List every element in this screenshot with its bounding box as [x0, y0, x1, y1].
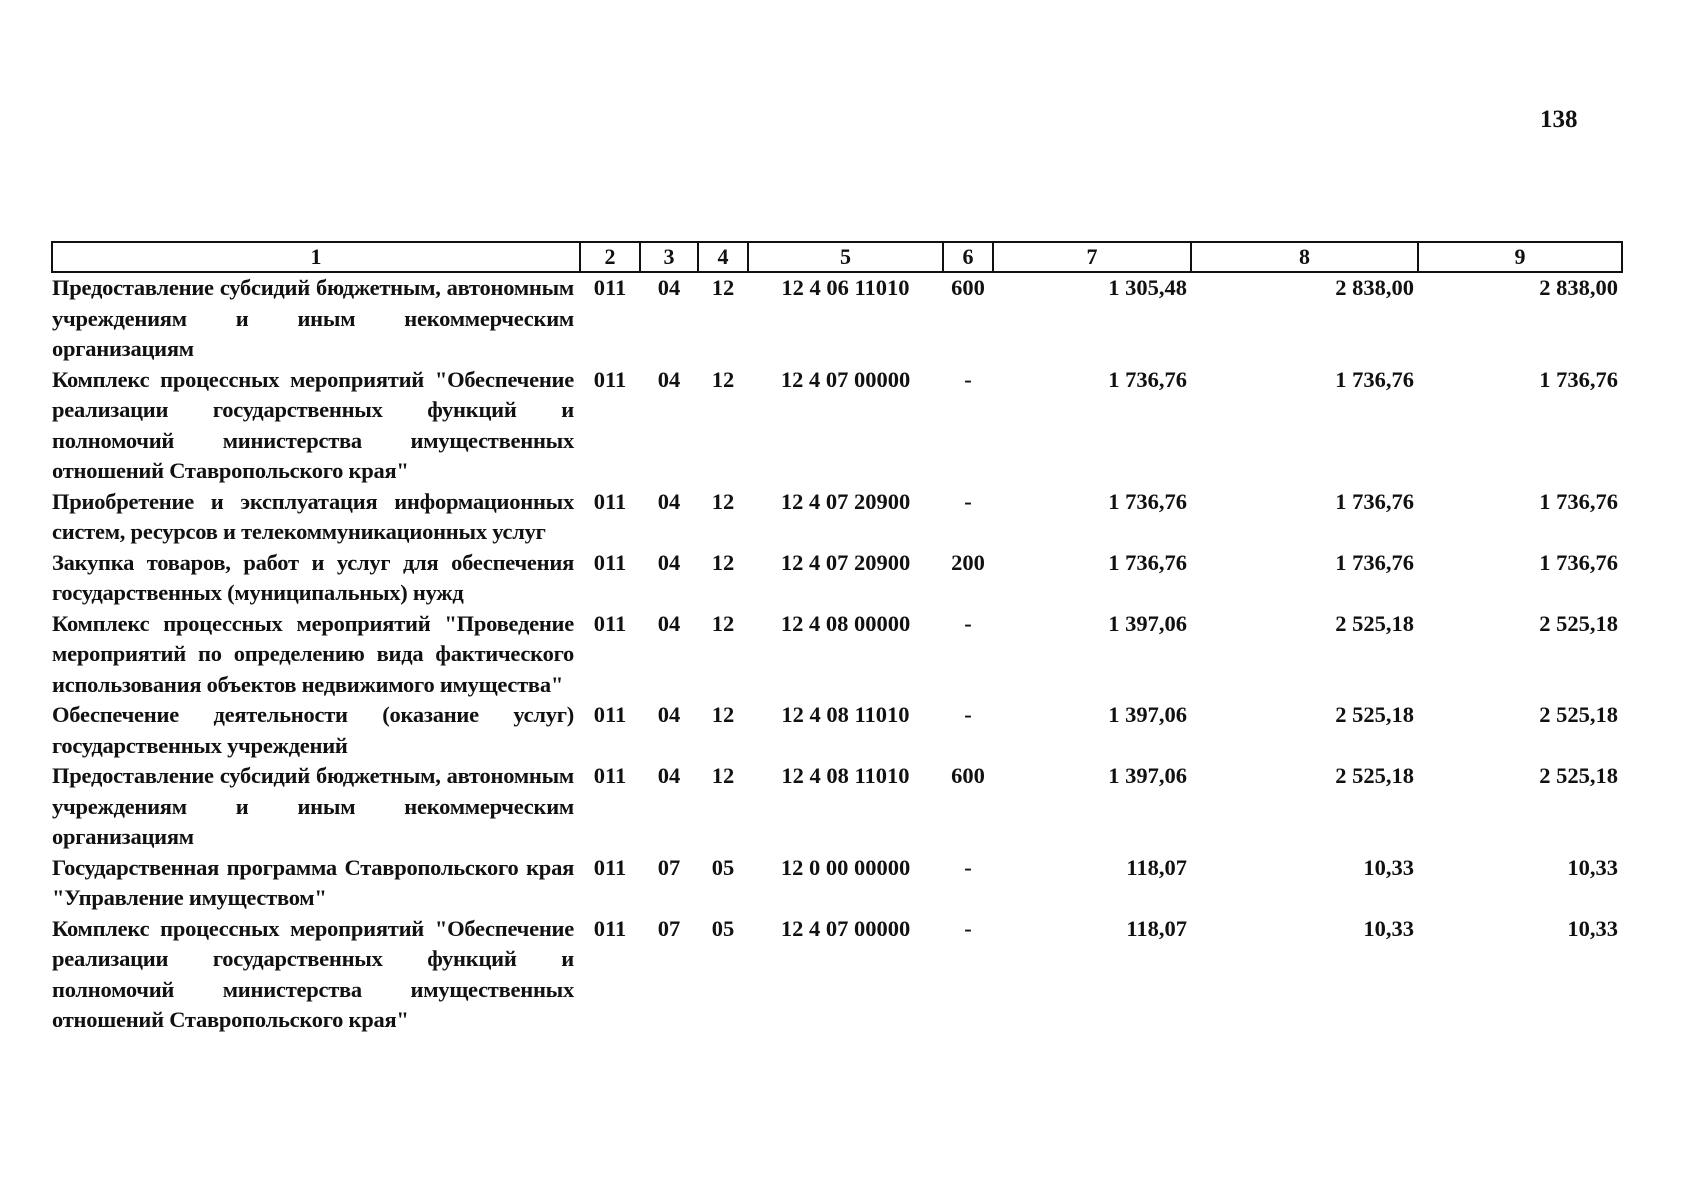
- row-expense-type: -: [964, 366, 972, 392]
- row-section-code: 07: [657, 854, 681, 880]
- row-subsection-code: 12: [711, 763, 735, 788]
- table-row: [52, 548, 1622, 609]
- row-target-article: 12 4 08 11010: [781, 763, 910, 788]
- header-col-4: 4: [698, 242, 748, 272]
- table-row: [52, 272, 1622, 365]
- header-col-9: 9: [1418, 242, 1622, 272]
- header-col-3: 3: [640, 242, 698, 272]
- row-section-code: 04: [657, 763, 681, 788]
- row-subsection-code: 12: [711, 702, 735, 727]
- row-value-col7: 1 397,06: [1108, 702, 1187, 727]
- row-name: Предоставление субсидий бюджетным, автономным учреждениям и иным некоммерческим организациям: [52, 275, 574, 361]
- row-name: Закупка товаров, работ и услуг для обеспечения государственных (муниципальных) нужд: [52, 549, 574, 605]
- row-expense-type: -: [964, 488, 972, 514]
- header-col-1: 1: [52, 242, 580, 272]
- row-value-col9: 2 525,18: [1539, 763, 1618, 788]
- row-value-col7: 1 736,76: [1108, 549, 1187, 575]
- table-row: [52, 487, 1622, 548]
- row-target-article: 12 4 08 00000: [780, 610, 911, 636]
- row-ministry-code: 011: [593, 275, 627, 300]
- row-name: Комплекс процессных мероприятий "Проведение мероприятий по определению вида фактического использования объектов недвижимого имущества": [52, 610, 574, 697]
- row-value-col8: 1 736,76: [1335, 488, 1414, 514]
- row-ministry-code: 011: [593, 488, 627, 514]
- row-name: Государственная программа Ставропольского края "Управление имуществом": [52, 854, 574, 910]
- row-value-col9: 10,33: [1567, 915, 1618, 941]
- row-target-article: 12 4 07 00000: [780, 366, 911, 392]
- row-target-article: 12 4 07 20900: [780, 549, 911, 575]
- row-section-code: 04: [657, 610, 681, 636]
- row-target-article: 12 4 08 11010: [781, 702, 910, 727]
- row-subsection-code: 12: [711, 275, 735, 300]
- header-col-2: 2: [580, 242, 640, 272]
- table-row: [52, 761, 1622, 853]
- row-ministry-code: 011: [593, 763, 627, 788]
- row-value-col9: 2 525,18: [1539, 702, 1618, 727]
- row-subsection-code: 12: [711, 488, 735, 514]
- row-subsection-code: 12: [711, 366, 735, 392]
- row-subsection-code: 12: [711, 610, 735, 636]
- row-expense-type: -: [964, 854, 972, 880]
- table-row: [52, 853, 1622, 914]
- row-section-code: 04: [657, 702, 681, 727]
- row-section-code: 04: [657, 549, 681, 575]
- table-row: [52, 914, 1622, 1036]
- row-value-col9: 1 736,76: [1539, 488, 1618, 514]
- row-value-col9: 2 525,18: [1539, 610, 1618, 636]
- row-expense-type: 600: [951, 763, 985, 788]
- row-ministry-code: 011: [593, 610, 627, 636]
- row-expense-type: 200: [951, 549, 985, 575]
- row-section-code: 04: [657, 275, 681, 300]
- row-value-col7: 1 305,48: [1108, 275, 1187, 300]
- row-value-col8: 1 736,76: [1335, 549, 1414, 575]
- row-section-code: 07: [657, 915, 681, 941]
- row-expense-type: 600: [951, 275, 985, 300]
- row-ministry-code: 011: [593, 854, 627, 880]
- table-row: [52, 700, 1622, 761]
- row-value-col9: 10,33: [1567, 854, 1618, 880]
- page-number: 138: [1540, 106, 1578, 133]
- row-expense-type: -: [964, 702, 972, 727]
- row-expense-type: -: [964, 915, 972, 941]
- header-row: [52, 242, 1622, 272]
- row-name: Обеспечение деятельности (оказание услуг) государственных учреждений: [52, 702, 574, 758]
- row-value-col8: 2 838,00: [1335, 275, 1414, 300]
- row-target-article: 12 4 07 00000: [780, 915, 911, 941]
- row-subsection-code: 05: [711, 915, 735, 941]
- row-name: Приобретение и эксплуатация информационных систем, ресурсов и телекоммуникационных услуг: [52, 488, 574, 544]
- row-value-col8: 10,33: [1363, 915, 1414, 941]
- row-target-article: 12 0 00 00000: [780, 854, 911, 880]
- row-value-col7: 118,07: [1126, 915, 1187, 941]
- row-value-col7: 1 736,76: [1108, 488, 1187, 514]
- row-value-col8: 2 525,18: [1335, 610, 1414, 636]
- row-name: Комплекс процессных мероприятий "Обеспечение реализации государственных функций и полномочий министерства имущественных отношений Ставропольского края": [52, 366, 574, 483]
- table-row: [52, 365, 1622, 487]
- row-name: Комплекс процессных мероприятий "Обеспечение реализации государственных функций и полномочий министерства имущественных отношений Ставропольского края": [52, 915, 574, 1032]
- row-section-code: 04: [657, 366, 681, 392]
- row-value-col9: 2 838,00: [1539, 275, 1618, 300]
- row-ministry-code: 011: [593, 702, 627, 727]
- budget-table: [51, 241, 1623, 1036]
- row-subsection-code: 12: [711, 549, 735, 575]
- row-target-article: 12 4 06 11010: [781, 275, 910, 300]
- row-value-col7: 1 397,06: [1108, 763, 1187, 788]
- row-value-col9: 1 736,76: [1539, 366, 1618, 392]
- table-row: [52, 609, 1622, 701]
- row-target-article: 12 4 07 20900: [780, 488, 911, 514]
- row-ministry-code: 011: [593, 915, 627, 941]
- row-ministry-code: 011: [593, 366, 627, 392]
- row-value-col9: 1 736,76: [1539, 549, 1618, 575]
- row-value-col8: 1 736,76: [1335, 366, 1414, 392]
- row-value-col8: 10,33: [1363, 854, 1414, 880]
- row-value-col7: 1 397,06: [1108, 610, 1187, 636]
- row-value-col8: 2 525,18: [1335, 763, 1414, 788]
- row-expense-type: -: [964, 610, 972, 636]
- row-ministry-code: 011: [593, 549, 627, 575]
- header-col-7: 7: [993, 242, 1191, 272]
- row-value-col8: 2 525,18: [1335, 702, 1414, 727]
- header-col-5: 5: [748, 242, 943, 272]
- row-value-col7: 118,07: [1126, 854, 1187, 880]
- row-section-code: 04: [657, 488, 681, 514]
- header-col-6: 6: [943, 242, 993, 272]
- row-value-col7: 1 736,76: [1108, 366, 1187, 392]
- header-col-8: 8: [1191, 242, 1418, 272]
- row-subsection-code: 05: [711, 854, 735, 880]
- row-name: Предоставление субсидий бюджетным, автономным учреждениям и иным некоммерческим организациям: [52, 763, 574, 849]
